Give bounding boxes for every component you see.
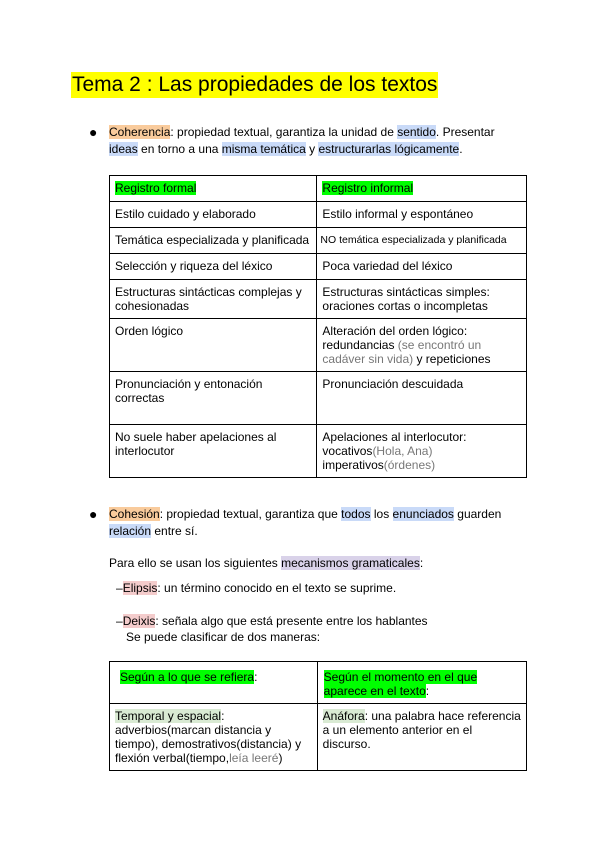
cohesion-term: Cohesión: [109, 507, 160, 521]
table-row: Orden lógico Alteración del orden lógico: redundancias (se encontró un cadáver sin vida) y repeticiones: [110, 319, 527, 372]
table-row: Selección y riqueza del léxico Poca variedad del léxico: [110, 254, 527, 280]
table-row: Temporal y espacial: adverbios(marcan distancia y tiempo), demostrativos(distancia) y flexión verbal(tiempo,leía leeré) Anáfora: una palabra hace referencia a un elemento anterior en el discurso.: [110, 704, 527, 771]
table-row: Temática especializada y planificada NO temática especializada y planificada: [110, 228, 527, 254]
header-registro-informal: Registro informal: [322, 181, 414, 195]
coherencia-term: Coherencia: [109, 125, 171, 139]
table-header-row: [110, 176, 527, 202]
elipsis-term: Elipsis: [122, 581, 158, 595]
bullet-dot: ●: [89, 124, 98, 140]
table-row: Pronunciación y entonación correctas Pronunciación descuidada: [110, 372, 527, 425]
bullet-dot: ●: [89, 506, 98, 522]
header-registro-formal: Registro formal: [115, 181, 197, 195]
anafora-term: Anáfora: [322, 709, 365, 723]
table-header-row: Según a lo que se refiera: Según el momento en el que aparece en el texto:: [110, 662, 527, 704]
registro-table: [109, 175, 527, 478]
header-segun-referencia: Según a lo que se refiera: [120, 670, 255, 684]
mecanismos-paragraph: Para ello se usan los siguientes mecanismos gramaticales:: [109, 556, 424, 570]
table-row: Estilo cuidado y elaborado Estilo informal y espontáneo: [110, 202, 527, 228]
temporal-espacial-term: Temporal y espacial: [115, 709, 222, 723]
deixis-subtitle: Se puede clasificar de dos maneras:: [126, 630, 321, 644]
page-title: Tema 2 : Las propiedades de los textos: [72, 73, 438, 96]
cohesion-paragraph: Cohesión: propiedad textual, garantiza que todos los enunciados guarden relación entre sí.: [109, 507, 502, 538]
elipsis-item: –Elipsis: un término conocido en el texto se suprime.: [116, 581, 397, 595]
deixis-table: [109, 661, 527, 771]
table-row: Estructuras sintácticas complejas y cohesionadas Estructuras sintácticas simples: oraciones cortas o incompletas: [110, 280, 527, 319]
table-row: No suele haber apelaciones al interlocutor Apelaciones al interlocutor: vocativos(Hola, Ana) imperativos(órdenes): [110, 425, 527, 478]
header-segun-momento: Según el momento en el que aparece en el texto: [323, 670, 478, 698]
deixis-term: Deixis: [122, 614, 156, 628]
deixis-item: –Deixis: señala algo que está presente entre los hablantes: [116, 614, 428, 628]
coherencia-paragraph: Coherencia: propiedad textual, garantiza la unidad de sentido. Presentar ideas en torno a una misma temática y estructurarlas lógicamente.: [109, 125, 495, 156]
